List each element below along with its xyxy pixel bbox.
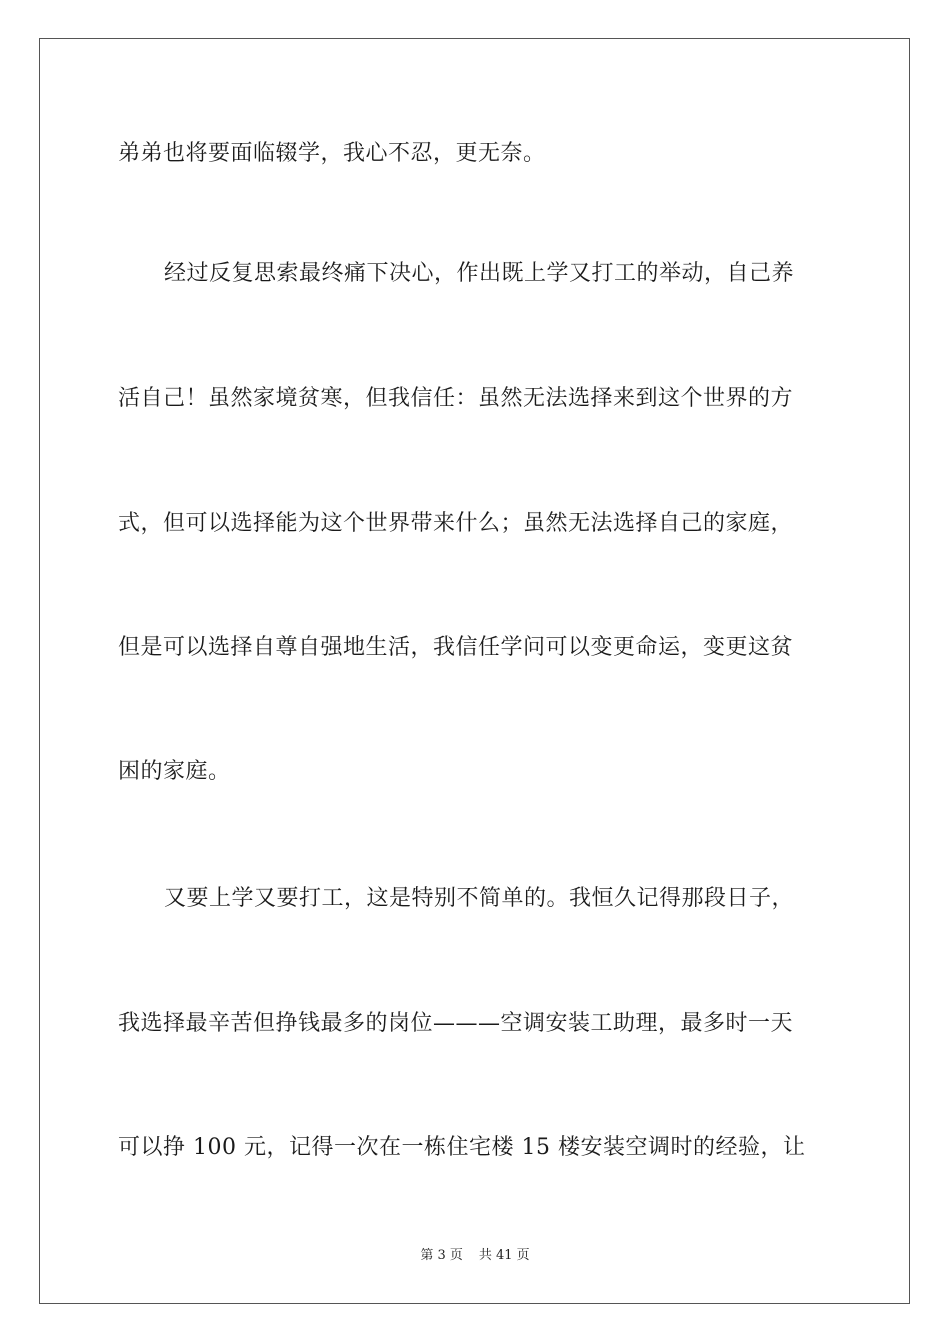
page-number: 第 3 页 [420,1248,463,1263]
text-line-8: 我选择最辛苦但挣钱最多的岗位———空调安装工助理，最多时一天 [118,1011,794,1036]
text-line-4: 式，但可以选择能为这个世界带来什么；虽然无法选择自己的家庭， [118,511,794,536]
text-line-1: 弟弟也将要面临辍学，我心不忍，更无奈。 [118,141,546,166]
page-total: 共 41 页 [478,1248,530,1263]
page-border [39,38,910,1304]
text-line-9: 可以挣 100 元，记得一次在一栋住宅楼 15 楼安装空调时的经验，让 [118,1135,806,1160]
text-line-2: 经过反复思索最终痛下决心，作出既上学又打工的举动，自己养 [164,261,795,286]
text-line-5: 但是可以选择自尊自强地生活，我信任学问可以变更命运，变更这贫 [118,635,794,660]
page-footer [0,1247,950,1265]
text-line-3: 活自己！虽然家境贫寒，但我信任：虽然无法选择来到这个世界的方 [118,386,794,411]
text-line-7: 又要上学又要打工，这是特别不简单的。我恒久记得那段日子， [164,886,795,911]
text-line-6: 困的家庭。 [118,759,231,784]
